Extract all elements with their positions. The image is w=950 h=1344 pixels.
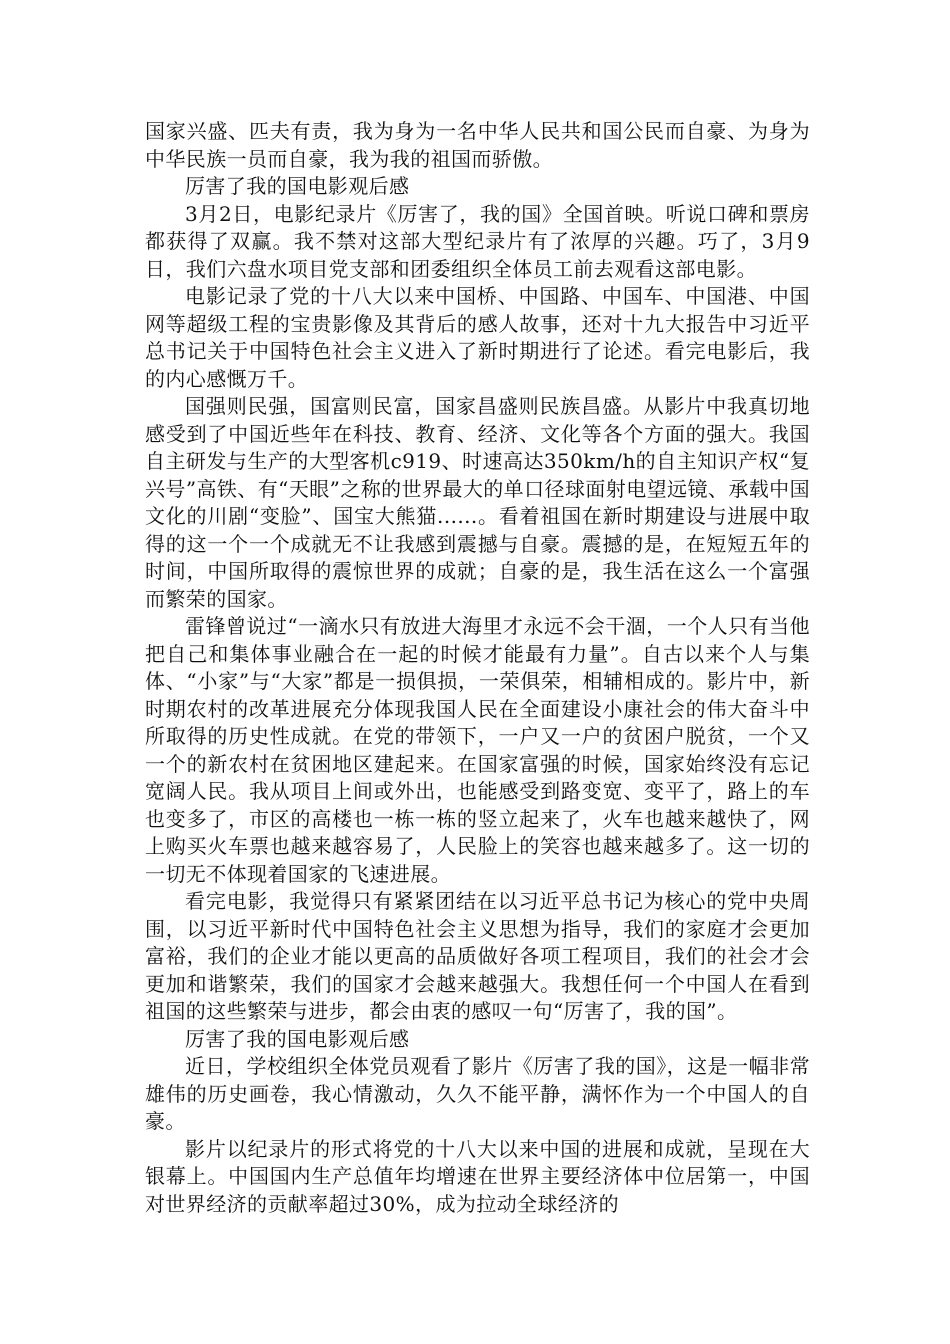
paragraph-film-content: 电影记录了党的十八大以来中国桥、中国路、中国车、中国港、中国网等超级工程的宝贵影像及其背后的感人故事，还对十九大报告中习近平总书记关于中国特色社会主义进入了新时期进行了论述。看完电影后，我的内心感慨万千。 xyxy=(145,284,810,391)
paragraph-conclusion: 看完电影，我觉得只有紧紧团结在以习近平总书记为核心的党中央周围，以习近平新时代中国特色社会主义思想为指导，我们的家庭才会更加富裕，我们的企业才能以更高的品质做好各项工程项目，我们的社会才会更加和谐繁荣，我们的国家才会越来越强大。我想任何一个中国人在看到祖国的这些繁荣与进步，都会由衷的感叹一句“厉害了，我的国”。 xyxy=(145,889,810,1023)
section-title-1: 厉害了我的国电影观后感 xyxy=(185,174,410,198)
paragraph-lei-feng: 雷锋曾说过“一滴水只有放进大海里才永远不会干涸，一个人只有当他把自己和集体事业融合在一起的时候才能最有力量”。自古以来个人与集体、“小家”与“大家”都是一损俱损，一荣俱荣，相辅相成的。影片中，新时期农村的改革进展充分体现我国人民在全面建设小康社会的伟大奋斗中所取得的历史性成就。在党的带领下，一户又一户的贫困户脱贫，一个又一个的新农村在贫困地区建起来。在国家富强的时候，国家始终没有忘记宽阔人民。我从项目上间或外出，也能感受到路变宽、变平了，路上的车也变多了，市区的高楼也一栋一栋的竖立起来了，火车也越来越快了，网上购买火车票也越来越容易了，人民脸上的笑容也越来越多了。这一切的一切无不体现着国家的飞速进展。 xyxy=(145,614,810,886)
paragraph-school-viewing: 近日，学校组织全体党员观看了影片《厉害了我的国》，这是一幅非常雄伟的历史画卷，我心情激动，久久不能平静，满怀作为一个中国人的自豪。 xyxy=(145,1054,810,1133)
paragraph-continuation: 国家兴盛、匹夫有责，我为身为一名中华人民共和国公民而自豪、为身为中华民族一员而自豪，我为我的祖国而骄傲。 xyxy=(145,119,810,171)
paragraph-premiere: 3月2日，电影纪录片《厉害了，我的国》全国首映。听说口碑和票房都获得了双赢。我不禁对这部大型纪录片有了浓厚的兴趣。巧了，3月9日，我们六盘水项目党支部和团委组织全体员工前去观看这部电影。 xyxy=(145,201,810,281)
paragraph-achievements: 影片以纪录片的形式将党的十八大以来中国的进展和成就，呈现在大银幕上。中国国内生产总值年均增速在世界主要经济体中位居第一，中国对世界经济的贡献率超过30%，成为拉动全球经济的 xyxy=(145,1136,810,1216)
document-body xyxy=(145,118,810,1218)
paragraph-national-strength: 国强则民强，国富则民富，国家昌盛则民族昌盛。从影片中我真切地感受到了中国近些年在科技、教育、经济、文化等各个方面的强大。我国自主研发与生产的大型客机c919、时速高达350km/h的自主知识产权“复兴号”高铁、有“天眼”之称的世界最大的单口径球面射电望远镜、承载中国文化的川剧“变脸”、国宝大熊猫......。看着祖国在新时期建设与进展中取得的这一个一个成就无不让我感到震撼与自豪。震撼的是，在短短五年的时间，中国所取得的震惊世界的成就；自豪的是，我生活在这么一个富强而繁荣的国家。 xyxy=(145,394,810,611)
section-title-2: 厉害了我的国电影观后感 xyxy=(185,1026,410,1051)
